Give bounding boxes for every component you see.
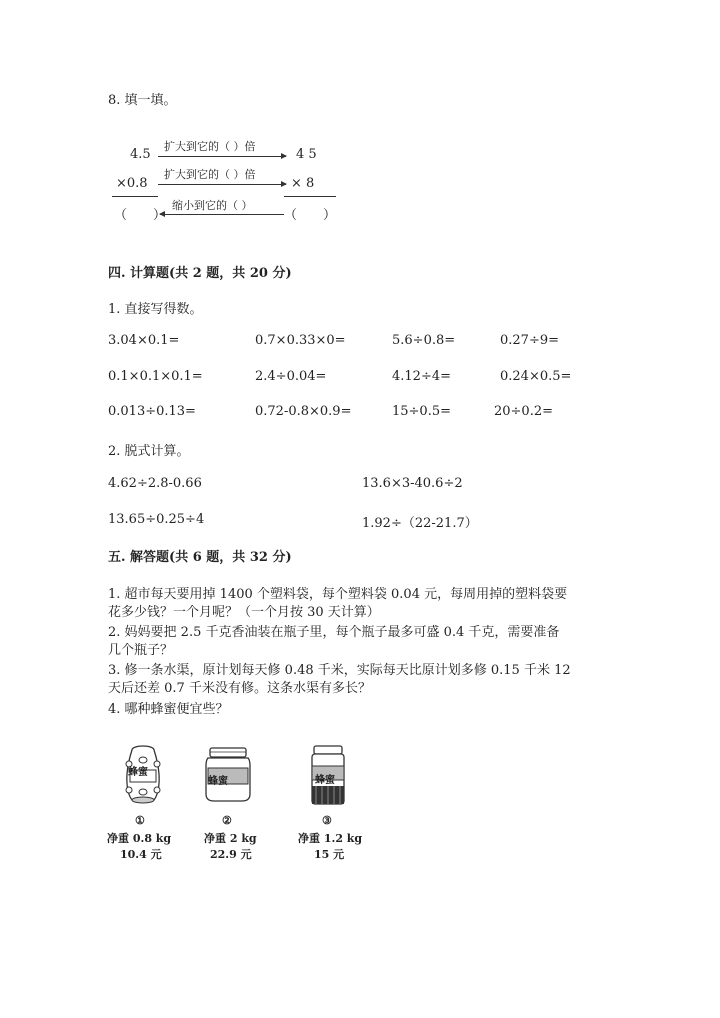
q8-row3-right: （ ） [284,208,337,223]
q8-row3-label: 缩小到它的（ ） [172,199,253,212]
section5-heading: 五. 解答题(共 6 题，共 32 分) [108,550,292,565]
problem-line: 3. 修一条水渠，原计划每天修 0.48 千米，实际每天比原计划多修 0.15 千米 12 [108,663,571,678]
q8-sum-line-left [112,196,158,197]
jar-2-price: 22.9 元 [210,848,252,861]
q8-row3-left: （ ） [114,208,167,223]
q8-row3-arrow [160,214,284,215]
jar-1-label: 蜂蜜 [128,767,148,778]
q8-row2-label: 扩大到它的（ ）倍 [164,168,256,181]
calc-item: 4.12÷4= [392,369,452,384]
calc-item: 0.013÷0.13= [108,404,196,419]
jar-2-weight: 净重 2 kg [204,832,257,845]
calc-item: 5.6÷0.8= [392,333,456,348]
q8-row2-right: × 8 [291,176,315,191]
jar-3-label: 蜂蜜 [315,775,335,786]
calc-item: 0.72-0.8×0.9= [255,404,352,419]
jar-1-price: 10.4 元 [120,848,162,861]
jar-1-weight: 净重 0.8 kg [107,832,172,845]
section4-q1-title: 1. 直接写得数。 [108,302,203,317]
calc-item: 0.27÷9= [500,333,560,348]
jar-2-label: 蜂蜜 [208,776,228,787]
q8-row1-right: 4 5 [296,147,317,162]
section4-q2-title: 2. 脱式计算。 [108,444,190,459]
problem-line: 1. 超市每天要用掉 1400 个塑料袋，每个塑料袋 0.04 元，每周用掉的塑料袋要 [108,587,568,602]
jar-3-weight: 净重 1.2 kg [298,832,363,845]
q8-title: 8. 填一填。 [108,93,177,108]
q8-row1-arrow [158,156,286,157]
calc-item: 15÷0.5= [392,404,452,419]
q8-row1-left: 4.5 [130,147,151,162]
step-calc-item: 13.65÷0.25÷4 [108,512,205,527]
section4-heading: 四. 计算题(共 2 题，共 20 分) [108,266,292,281]
problem-line: 几个瓶子？ [108,643,174,658]
q8-row2-arrow [158,184,286,185]
step-calc-item: 13.6×3-40.6÷2 [362,476,463,491]
jar-1-number: ① [135,814,145,827]
problem-line: 天后还差 0.7 千米没有修。这条水渠有多长？ [108,681,371,696]
problem-line: 花多少钱？一个月呢？（一个月按 30 天计算） [108,605,380,620]
problem-line: 2. 妈妈要把 2.5 千克香油装在瓶子里，每个瓶子最多可盛 0.4 千克，需要准备 [108,625,560,640]
calc-item: 0.24×0.5= [500,369,572,384]
q8-row1-label: 扩大到它的（ ）倍 [164,140,256,153]
calc-item: 2.4÷0.04= [255,369,327,384]
step-calc-item: 4.62÷2.8-0.66 [108,476,202,491]
step-calc-item: 1.92÷（22-21.7） [362,516,478,531]
jar-2-number: ② [222,814,232,827]
calc-item: 0.1×0.1×0.1= [108,369,203,384]
jar-3-number: ③ [322,814,332,827]
calc-item: 3.04×0.1= [108,333,180,348]
q8-sum-line-right [284,196,336,197]
calc-item: 20÷0.2= [494,404,554,419]
problem-line: 4. 哪种蜂蜜便宜些？ [108,702,229,717]
jar-3-price: 15 元 [314,848,345,861]
q8-row2-left: ×0.8 [116,176,148,191]
calc-item: 0.7×0.33×0= [255,333,346,348]
